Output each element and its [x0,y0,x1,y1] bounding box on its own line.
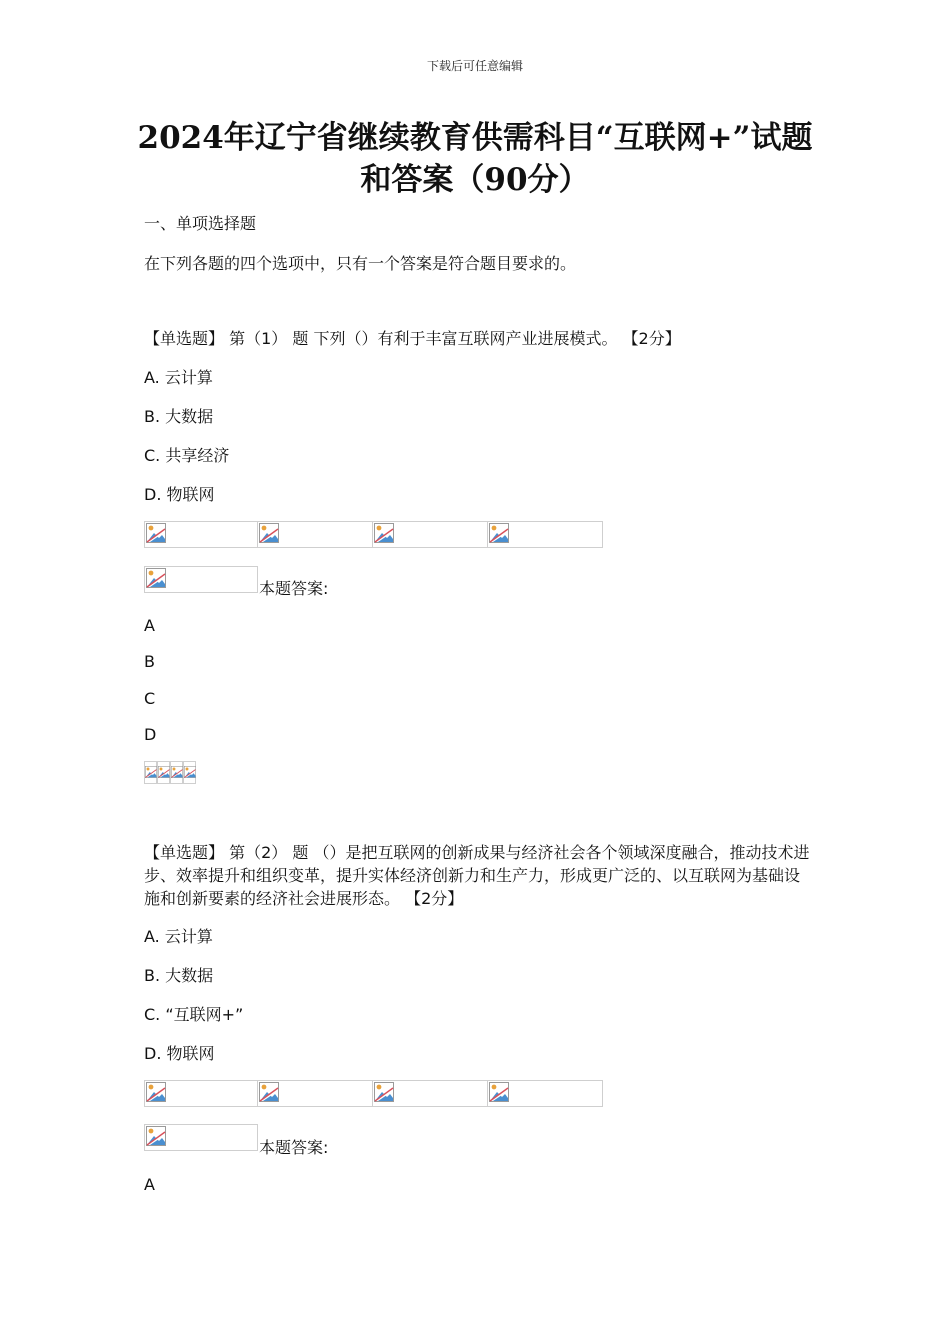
broken-image-icon [183,761,196,784]
question-2-option-b: B. 大数据 [144,966,214,985]
broken-image-icon [144,761,157,784]
broken-image-icon [144,1080,258,1107]
broken-image-icon [144,566,258,593]
question-1-option-a: A. 云计算 [144,368,213,387]
header-note: 下载后可任意编辑 [426,59,523,73]
question-2-answer-row [144,1124,258,1151]
broken-image-icon [373,521,488,548]
broken-image-glyph-icon [146,1082,166,1102]
broken-image-glyph-icon [145,764,157,780]
broken-image-icon [170,761,183,784]
question-1-answer-a: A [144,616,155,635]
broken-image-icon [373,1080,488,1107]
broken-image-icon [258,1080,373,1107]
question-1-small-images [144,761,196,784]
question-1-image-row [144,521,603,548]
broken-image-icon [157,761,170,784]
question-1-option-c: C. 共享经济 [144,446,230,465]
question-2-option-c: C. “互联网+” [144,1005,244,1024]
broken-image-glyph-icon [171,764,183,780]
question-2-option-a: A. 云计算 [144,927,213,946]
question-1-answer-row [144,566,258,593]
question-1-option-d: D. 物联网 [144,485,215,504]
question-1-answer-b: B [144,652,155,671]
document-title: 2024年辽宁省继续教育供需科目“互联网+”试题和答案（90分） [137,120,813,198]
broken-image-glyph-icon [146,568,166,588]
broken-image-icon [144,521,258,548]
broken-image-glyph-icon [158,764,170,780]
question-2-image-row [144,1080,603,1107]
question-2-stem: 【单选题】 第（2） 题 （）是把互联网的创新成果与经济社会各个领域深度融合，推动技术进步、效率提升和组织变革，提升实体经济创新力和生产力，形成更广泛的、以互联网为基础设施和创新要素的经济社会进展形态。 【2分】 [144,843,810,908]
broken-image-icon [258,521,373,548]
broken-image-glyph-icon [259,1082,279,1102]
question-1-option-b: B. 大数据 [144,407,214,426]
question-2-answer-a: A [144,1175,155,1194]
broken-image-icon [488,1080,603,1107]
question-2-option-d: D. 物联网 [144,1044,215,1063]
broken-image-glyph-icon [184,764,196,780]
question-2-answer-label: 本题答案: [259,1138,329,1157]
broken-image-glyph-icon [146,1126,166,1146]
question-1-answer-d: D [144,725,157,744]
question-1-stem: 【单选题】 第（1） 题 下列（）有利于丰富互联网产业进展模式。 【2分】 [144,329,681,348]
broken-image-glyph-icon [146,523,166,543]
section-heading: 一、单项选择题 [144,214,257,233]
question-1-answer-c: C [144,689,156,708]
broken-image-icon [488,521,603,548]
broken-image-glyph-icon [259,523,279,543]
broken-image-glyph-icon [489,1082,509,1102]
broken-image-glyph-icon [489,523,509,543]
section-instruction: 在下列各题的四个选项中，只有一个答案是符合题目要求的。 [144,254,577,273]
broken-image-icon [144,1124,258,1151]
question-1-answer-label: 本题答案: [259,579,329,598]
broken-image-glyph-icon [374,1082,394,1102]
broken-image-glyph-icon [374,523,394,543]
